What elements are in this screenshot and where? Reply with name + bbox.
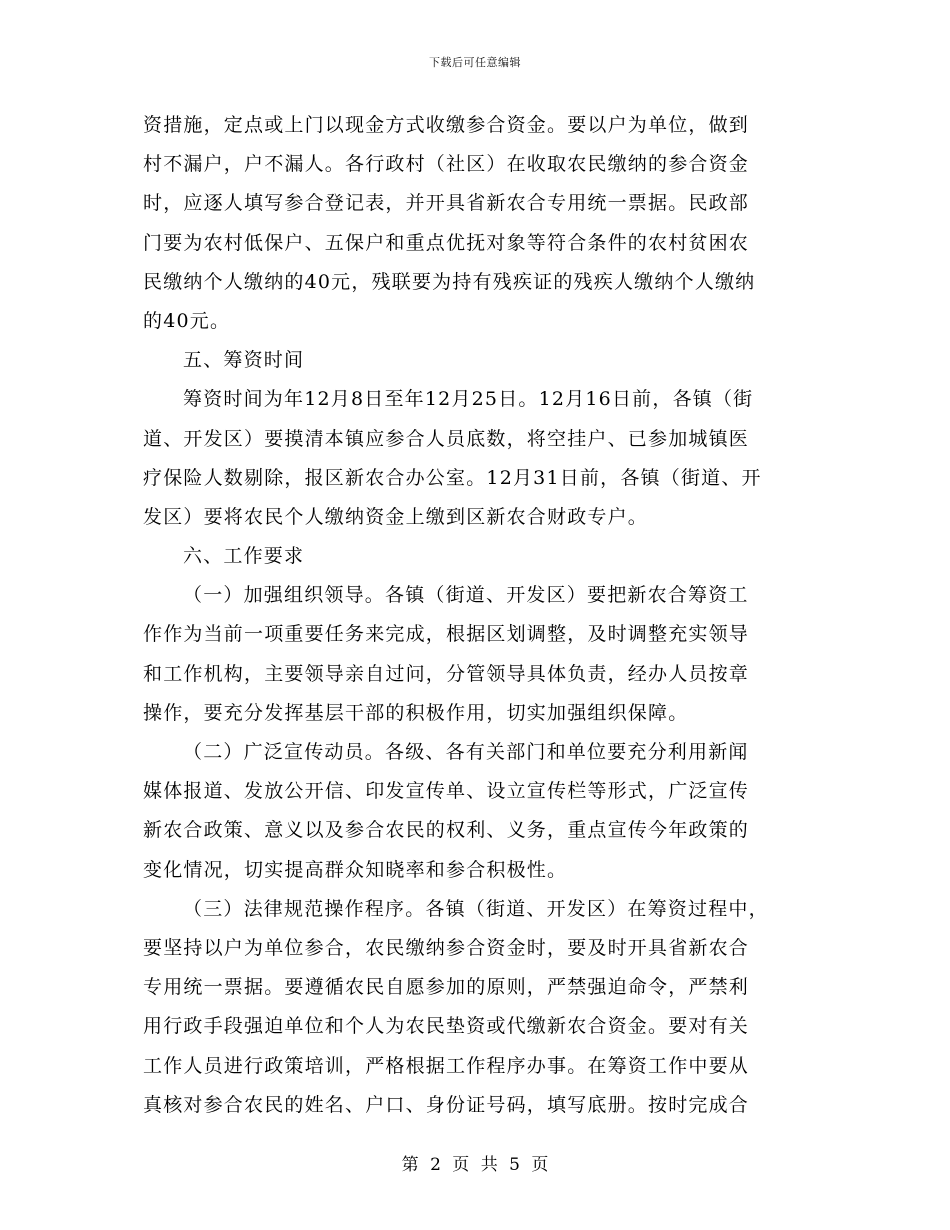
body-line-23: 专用统一票据。要遵循农民自愿参加的原则，严禁强迫命令，严禁利 [143,976,750,999]
body-line-2: 村不漏户，户不漏人。各行政村（社区）在收取农民缴纳的参合资金 [143,153,750,176]
body-line-3: 时，应逐人填写参合登记表，并开具省新农合专用统一票据。民政部 [143,192,750,215]
body-line-17: （二）广泛宣传动员。各级、各有关部门和单位要充分利用新闻 [183,741,749,763]
section-heading-six: 六、工作要求 [183,545,305,568]
body-line-14: 作作为当前一项重要任务来完成，根据区划调整，及时调整充实领导 [143,623,750,646]
body-line-13: （一）加强组织领导。各镇（街道、开发区）要把新农合筹资工 [183,584,749,607]
body-line-1: 资措施，定点或上门以现金方式收缴参合资金。要以户为单位，做到 [143,114,750,136]
page-number-footer: 第 2 页 共 5 页 [401,1155,549,1175]
body-line-24: 用行政手段强迫单位和个人为农民垫资或代缴新农合资金。要对有关 [143,1015,750,1038]
body-line-20: 变化情况，切实提高群众知晓率和参合积极性。 [143,858,568,881]
body-line-25: 工作人员进行政策培训，严格根据工作程序办事。在筹资工作中要从 [143,1054,750,1077]
body-line-11: 发区）要将农民个人缴纳资金上缴到区新农合财政专户。 [143,505,649,528]
body-line-15: 和工作机构，主要领导亲自过问，分管领导具体负责，经办人员按章 [143,662,750,685]
body-line-22: 要坚持以户为单位参合，农民缴纳参合资金时，要及时开具省新农合 [143,936,750,959]
body-line-16: 操作，要充分发挥基层干部的积极作用，切实加强组织保障。 [143,701,689,724]
body-line-10: 疗保险人数剔除，报区新农合办公室。12月31日前，各镇（街道、开 [143,466,762,489]
body-line-4: 门要为农村低保户、五保户和重点优抚对象等符合条件的农村贫困农 [143,231,750,254]
body-line-18: 媒体报道、发放公开信、印发宣传单、设立宣传栏等形式，广泛宣传 [143,780,750,803]
body-line-21: （三）法律规范操作程序。各镇（街道、开发区）在筹资过程中， [183,897,769,920]
body-line-9: 道、开发区）要摸清本镇应参合人员底数，将空挂户、已参加城镇医 [143,427,750,450]
section-heading-five: 五、筹资时间 [183,349,305,372]
body-line-19: 新农合政策、意义以及参合农民的权利、义务，重点宣传今年政策的 [143,819,750,842]
body-line-5: 民缴纳个人缴纳的40元，残联要为持有残疾证的残疾人缴纳个人缴纳 [143,270,756,293]
page-header-note: 下载后可任意编辑 [429,56,521,69]
body-line-8: 筹资时间为年12月8日至年12月25日。12月16日前，各镇（街 [183,388,754,411]
body-line-6: 的40元。 [143,309,231,332]
body-line-26: 真核对参合农民的姓名、户口、身份证号码，填写底册。按时完成合 [143,1093,750,1116]
document-body [143,106,807,1125]
